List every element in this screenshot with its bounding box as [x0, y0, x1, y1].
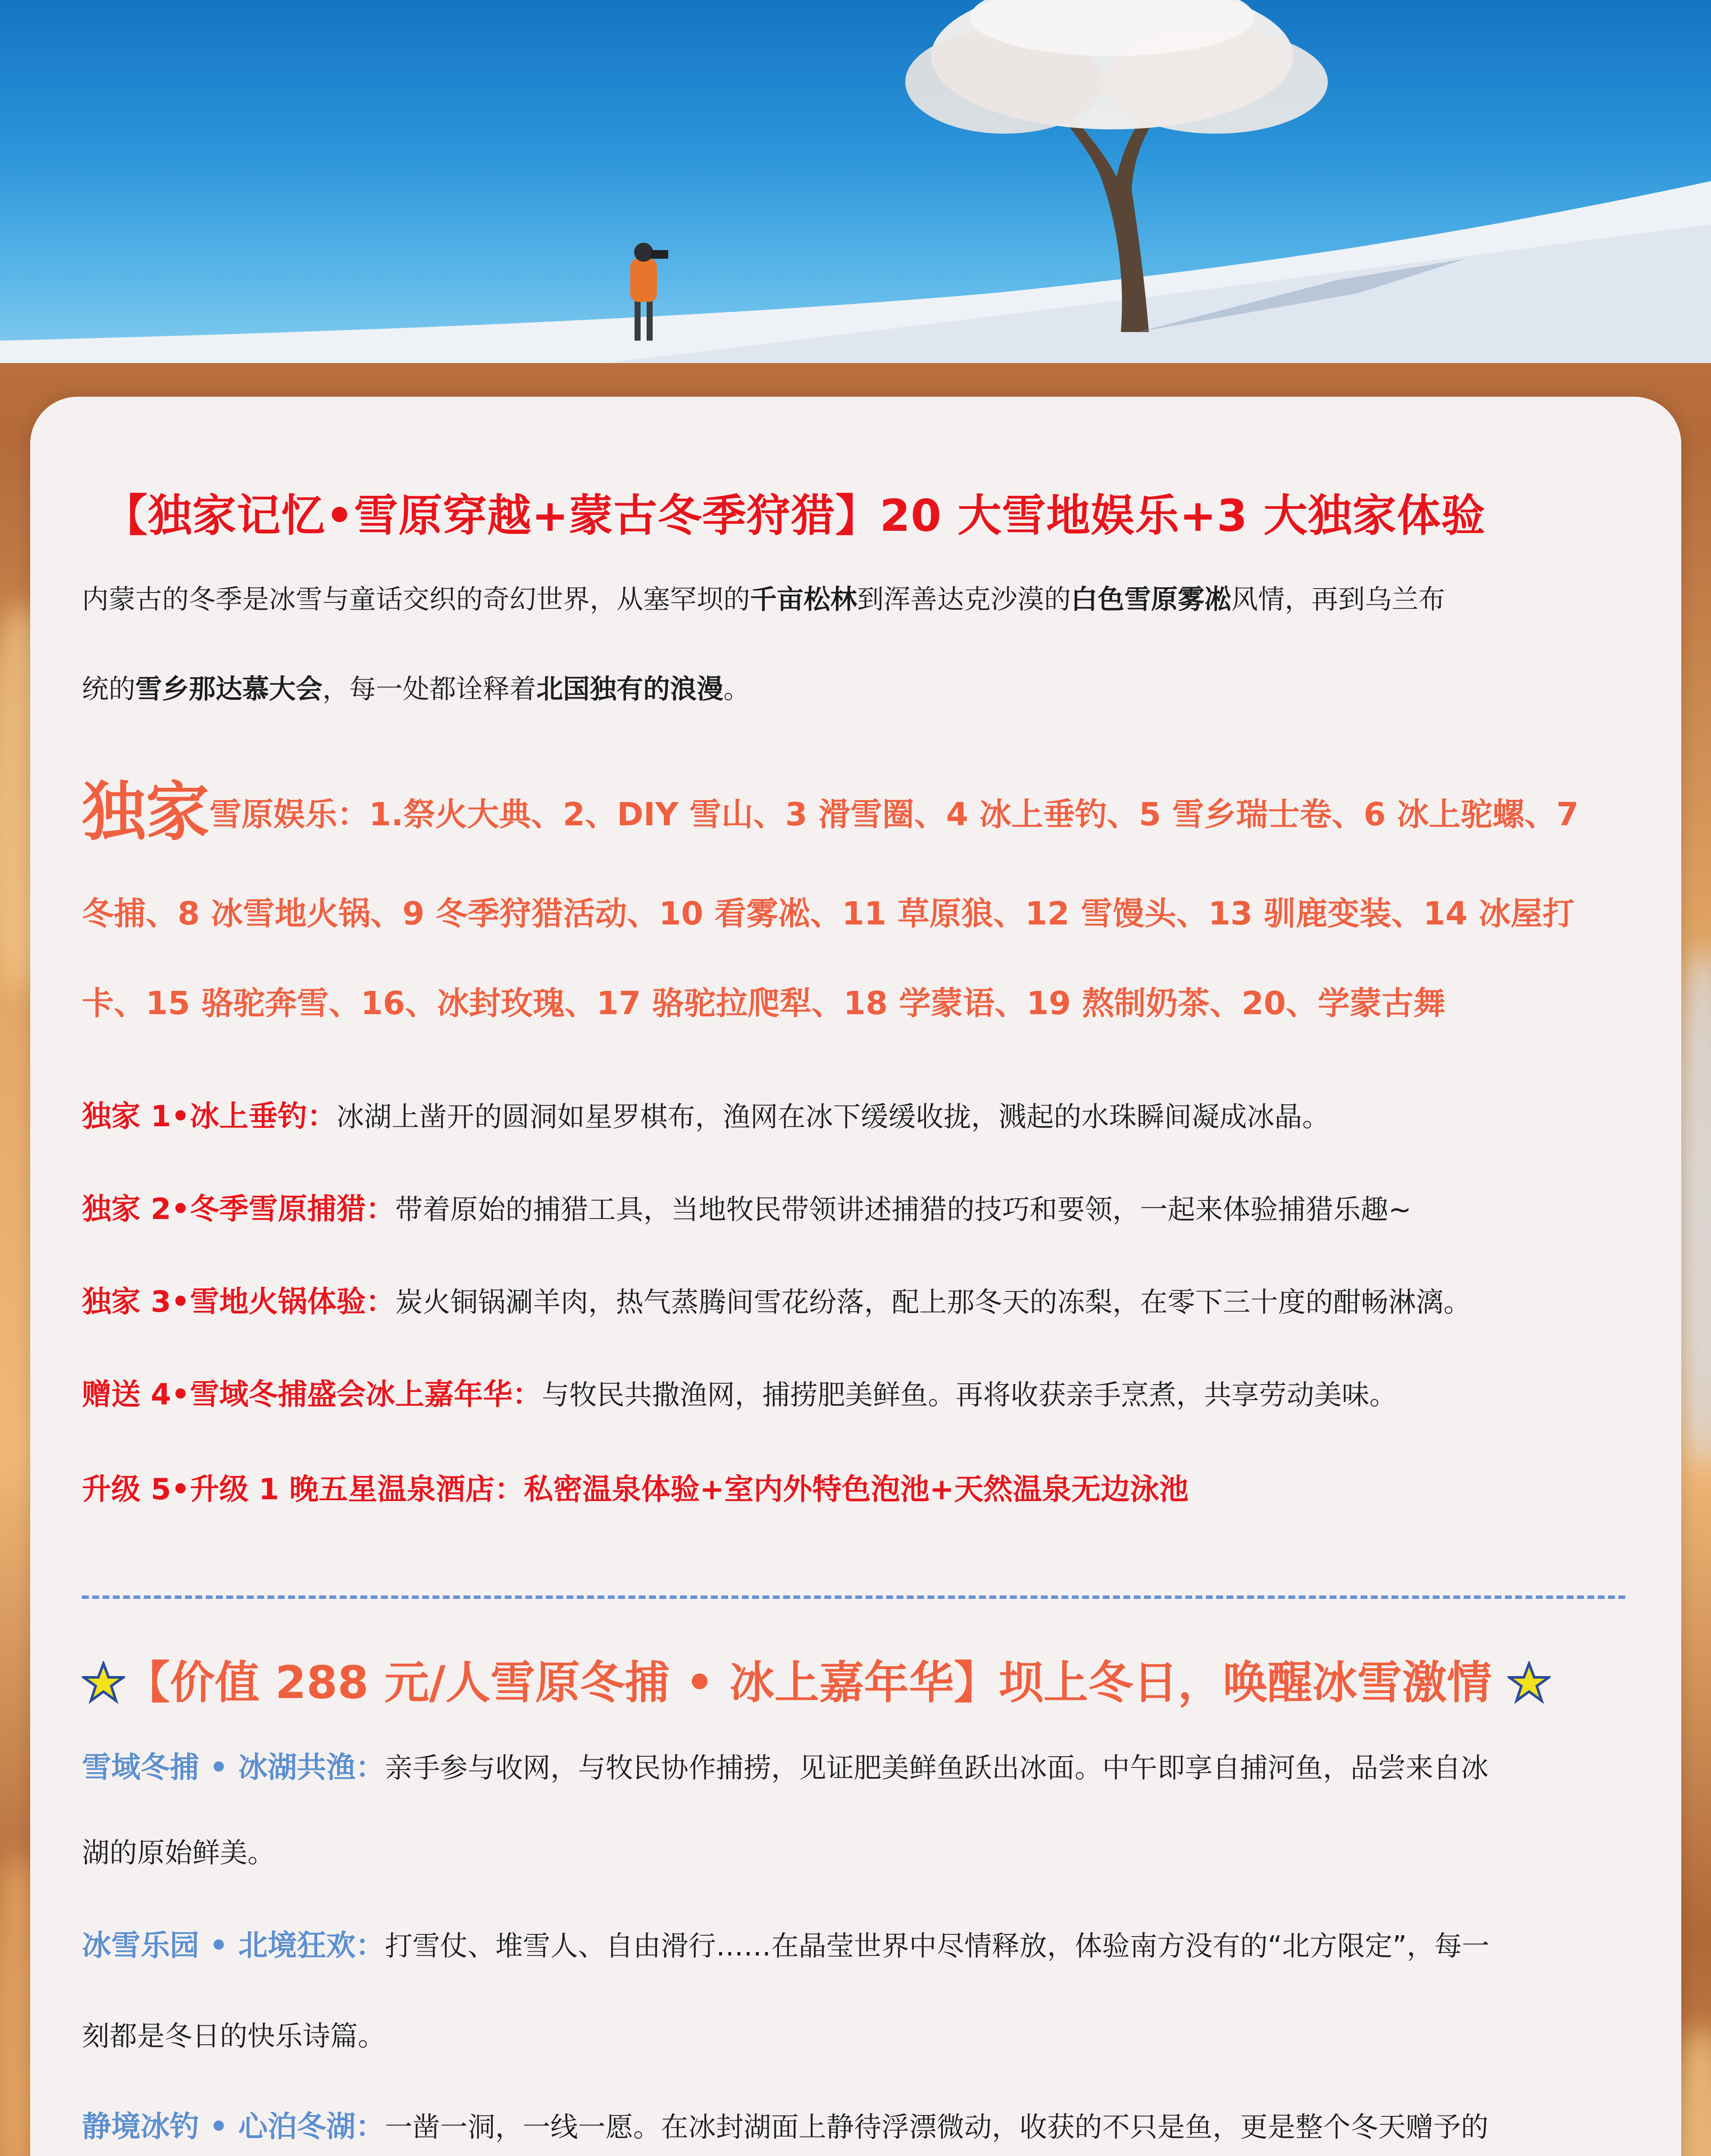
snow-tree-landscape: [0, 0, 1711, 363]
star-icon: [1508, 1661, 1551, 1704]
intro-highlight: 北国独有的浪漫: [536, 673, 724, 705]
item-text: 打雪仗、堆雪人、自由滑行……在晶莹世界中尽情释放，体验南方没有的“北方限定”，每一: [385, 1930, 1490, 1962]
feature-text: 冰湖上凿开的圆洞如星罗棋布，渔网在冰下缓缓收拢，溅起的水珠瞬间凝成冰晶。: [336, 1101, 1330, 1133]
exclusive-text: 雪原娱乐：1.祭火大典、2、DIY 雪山、3 滑雪圈、4 冰上垂钓、5 雪乡瑞士卷、6 冰上驼螺、7: [210, 796, 1579, 833]
intro-line-1: [82, 578, 1445, 616]
intro-line-2: [82, 667, 750, 706]
feature-text: 与牧民共撒渔网，捕捞肥美鲜鱼。再将收获亲手烹煮，共享劳动美味。: [541, 1379, 1397, 1411]
feature-4: [82, 1371, 1397, 1413]
feature-label: 独家 2•冬季雪原捕猎：: [82, 1192, 395, 1226]
intro-text: 统的: [82, 673, 136, 705]
intro-text: 内蒙古的冬季是冰雪与童话交织的奇幻世界，从塞罕坝的: [82, 583, 751, 615]
feature-label: 独家 1•冰上垂钓：: [82, 1100, 337, 1134]
carnival-item-1-cont: [82, 1833, 1642, 1874]
feature-1: [82, 1093, 1329, 1135]
carnival-item-2-cont: [82, 2016, 1642, 2057]
feature-text: 带着原始的捕猎工具，当地牧民带领讲述捕猎的技巧和要领，一起来体验捕猎乐趣~: [395, 1194, 1412, 1226]
exclusive-line-1: [82, 761, 1579, 852]
star-icon: [82, 1661, 125, 1704]
page-title: 【独家记忆•雪原穿越+蒙古冬季狩猎】20 大雪地娱乐+3 大独家体验: [103, 490, 1486, 542]
content-card: [30, 397, 1681, 2156]
section-title-row: [82, 1646, 1551, 1711]
feature-label: 独家 3•雪地火锅体验：: [82, 1285, 395, 1319]
item-text: 亲手参与收网，与牧民协作捕捞，见证肥美鲜鱼跃出冰面。中午即享自捕河鱼，品尝来自冰: [385, 1752, 1489, 1784]
feature-2: [82, 1186, 1411, 1228]
carnival-item-3: [82, 2106, 1642, 2148]
intro-text: ，每一处都诠释着: [322, 673, 537, 705]
exclusive-big-label: 独家: [82, 775, 210, 849]
exclusive-text: 卡、15 骆驼奔雪、16、冰封玫瑰、17 骆驼拉爬犁、18 学蒙语、19 熬制奶茶、20、学蒙古舞: [82, 985, 1445, 1022]
item-label: 静境冰钓 • 心泊冬湖：: [82, 2110, 385, 2144]
item-label: 冰雪乐园 • 北境狂欢：: [82, 1929, 385, 1963]
item-text: 刻都是冬日的快乐诗篇。: [82, 2021, 385, 2053]
feature-text: 炭火铜锅涮羊肉，热气蒸腾间雪花纷落，配上那冬天的冻梨，在零下三十度的酣畅淋漓。: [395, 1287, 1471, 1319]
feature-3: [82, 1279, 1471, 1320]
section-title: 【价值 288 元/人雪原冬捕 • 冰上嘉年华】坝上冬日，唤醒冰雪激情: [125, 1656, 1492, 1709]
item-text: 一凿一洞，一线一愿。在冰封湖面上静待浮漂微动，收获的不只是鱼，更是整个冬天赠予的: [385, 2112, 1489, 2143]
intro-text: 风情，再到乌兰布: [1231, 583, 1445, 615]
intro-text: 到浑善达克沙漠的: [857, 583, 1071, 615]
exclusive-line-3: [82, 978, 1445, 1024]
intro-text: 。: [723, 673, 751, 705]
hero-photo: [0, 0, 1711, 363]
intro-highlight: 白色雪原雾凇: [1071, 583, 1232, 615]
feature-label: 赠送 4•雪域冬捕盛会冰上嘉年华：: [82, 1378, 542, 1412]
intro-highlight: 千亩松林: [750, 583, 857, 615]
dashed-divider: [82, 1595, 1625, 1599]
intro-highlight: 雪乡那达慕大会: [135, 673, 323, 705]
exclusive-line-2: [82, 888, 1574, 934]
exclusive-text: 冬捕、8 冰雪地火锅、9 冬季狩猎活动、10 看雾凇、11 草原狼、12 雪馒头、13 驯鹿变装、14 冰屋打: [82, 895, 1575, 932]
item-label: 雪域冬捕 • 冰湖共渔：: [82, 1751, 385, 1785]
item-text: 湖的原始鲜美。: [82, 1837, 275, 1869]
feature-upgrade: 升级 5•升级 1 晚五星温泉酒店：私密温泉体验+室内外特色泡池+天然温泉无边泳池: [82, 1473, 1189, 1507]
carnival-item-1: [82, 1747, 1642, 1789]
carnival-item-2: [82, 1925, 1642, 1967]
